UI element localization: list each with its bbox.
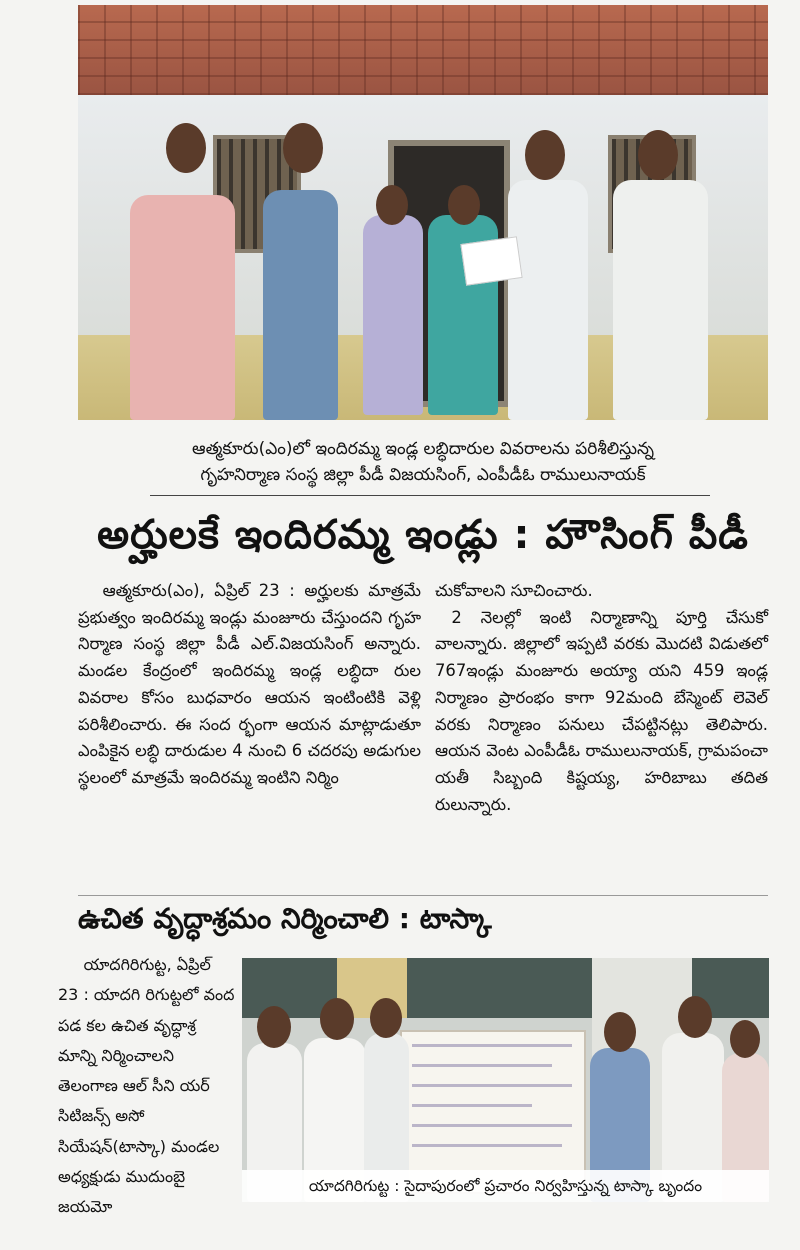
article1-col1-text: ఆత్మకూరు(ఎం), ఏప్రిల్ 23 : అర్హులకు మాత్రమే ప్రభుత్వం ఇందిరమ్మ ఇండ్లు మంజూరు చేస్తుందని గృహ నిర్మాణ సంస్థ జిల్లా పీడీ ఎల్.విజయసింగ్ అన్నారు. మండల కేంద్రంలో ఇందిరమ్మ ఇండ్ల లబ్ధిదా రుల వివరాల కోసం బుధవారం ఆయన ఇంటింటికి వెళ్లి పరిశీలించారు. ఈ సంద ర్భంగా ఆయన మాట్లాడుతూ ఎంపికైన లబ్ధి దారుడుల 4 నుంచి 6 చదరపు అడుగుల స్థలంలో మాత్రమే ఇందిరమ్మ ఇంటిని నిర్మిం [78,581,421,787]
caption-line-2: గృహనిర్మాణ సంస్థ జిల్లా పీడీ విజయసింగ్, ఎంపీడీఓ రాములునాయక్ [200,465,646,485]
tiled-roof [78,5,768,95]
article1-col2-para1: చుకోవాలని సూచించారు. [435,581,593,600]
document-sheet [460,236,522,286]
article1-column-1 [78,578,421,792]
article2-photo [242,958,769,1202]
article1-col2-para2: 2 నెలల్లో ఇంటి నిర్మాణాన్ని పూర్తి చేసుకో వాలన్నారు. జిల్లాలో ఇప్పటి వరకు మొదటి విడుతలో 767ఇండ్లు మంజూరు అయ్యా యని 459 ఇండ్ల నిర్మాణం ప్రారంభం కాగా 92మంది బేస్మెంట్ లెవెల్ వరకు నిర్మాణం పనులు చేపట్టినట్లు తెలిపారు. ఆయన వెంట ఎంపీడీఓ రాములునాయక్, గ్రామపంచా యతీ సిబ్బంది కిష్టయ్య, హరిబాబు తదిత రులున్నారు. [435,607,768,814]
article1-column-2 [435,578,768,818]
article1-photo [78,5,768,420]
article2-column [58,950,236,1223]
section-divider [78,895,768,896]
person-5 [508,180,588,420]
article1-headline: అర్హులకే ఇందిరమ్మ ఇండ్లు : హౌసింగ్ పీడీ [97,512,749,558]
article2-headline: ఉచిత వృద్ధాశ్రమం నిర్మించాలి : టాస్కా [78,902,492,935]
person-3 [363,215,423,415]
person-2 [263,190,338,420]
person-1 [130,195,235,420]
article1-photo-caption [78,436,768,488]
person-6 [613,180,708,420]
caption-rule [150,495,710,496]
caption-line-1: ఆత్మకూరు(ఎం)లో ఇందిరమ్మ ఇండ్ల లబ్ధిదారుల వివరాలను పరిశీలిస్తున్న [192,439,654,459]
article2-photo-caption: యాదగిరిగుట్ట : సైదాపురంలో ప్రచారం నిర్వహిస్తున్న టాస్కా బృందం [242,1170,769,1202]
article2-body: యాదగిరిగుట్ట, ఏప్రిల్ 23 : యాదగి రిగుట్టలో వంద పడ కల ఉచిత వృద్ధాశ్ర మాన్ని నిర్మించాలని తెలంగాణ ఆల్ సీని యర్ సిటిజన్స్ అసో సియేషన్(టాస్కా) మండల అధ్యక్షుడు ముదుంబై జయమో [58,955,235,1217]
